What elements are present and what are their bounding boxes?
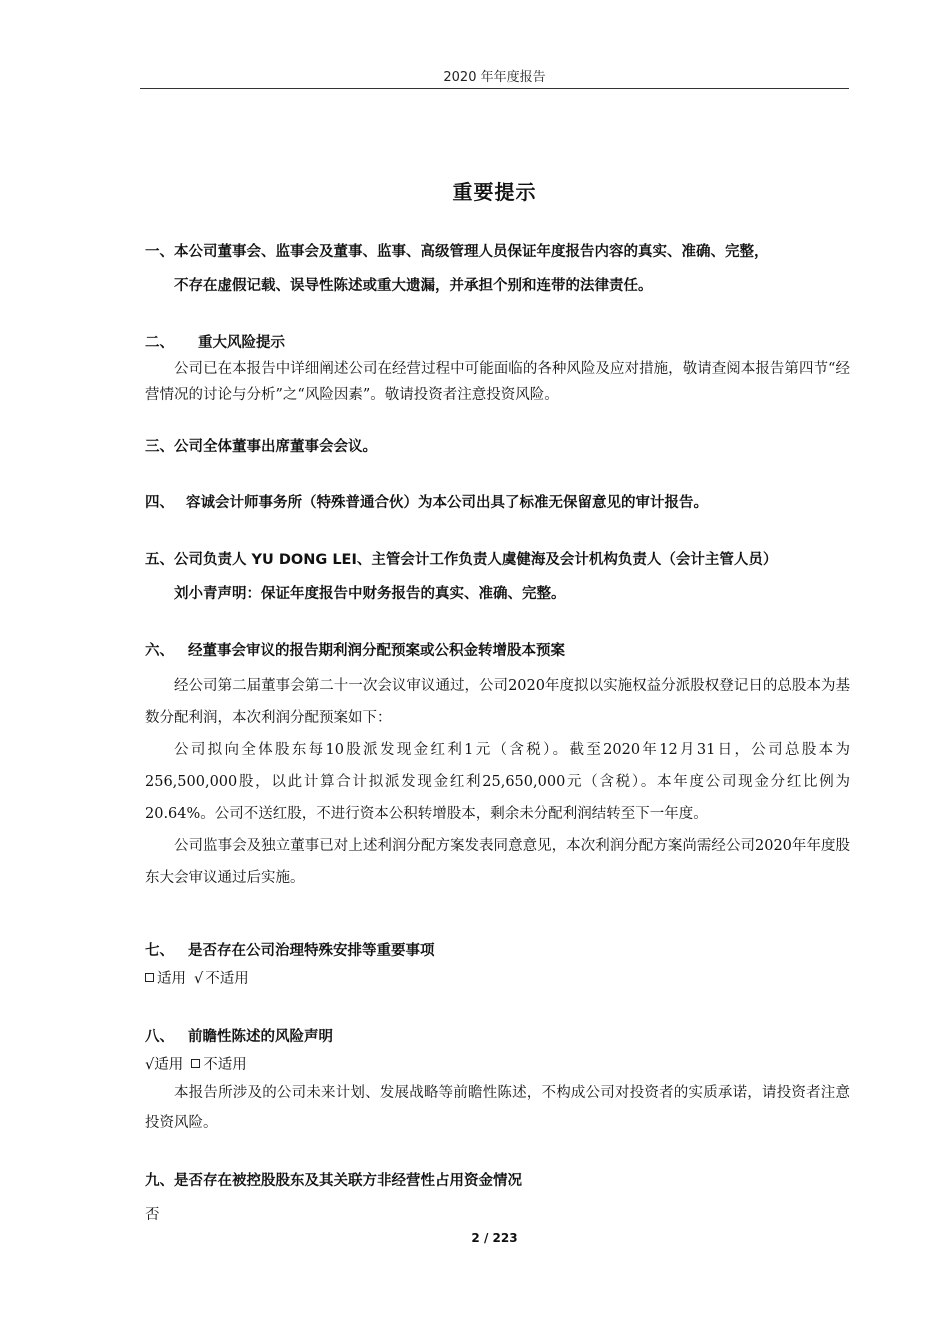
section-6-paragraph-1: 经公司第二届董事会第二十一次会议审议通过，公司2020年度拟以实施权益分派股权登记日的总股本为基数分配利润，本次利润分配预案如下： [145,678,850,726]
section-6-heading [145,638,850,664]
section-7-heading [145,938,850,964]
section-6-title: 经董事会审议的报告期利润分配预案或公积金转增股本预案 [188,643,565,659]
section-8-number: 八、 [145,1029,174,1045]
section-7-options [145,966,850,992]
section-6-number: 六、 [145,643,174,659]
section-8-title: 前瞻性陈述的风险声明 [188,1029,333,1045]
section-3-text: 三、公司全体董事出席董事会会议。 [145,439,377,455]
section-2 [145,330,850,408]
section-9 [145,1168,850,1228]
section-8 [145,1024,850,1138]
section-2-title: 重大风险提示 [198,335,285,351]
option-applicable-label: 适用 [154,1057,184,1073]
section-9-answer: 否 [145,1207,160,1223]
header-divider [140,88,849,89]
option-not-applicable-label: 不适用 [203,1057,247,1073]
section-3 [145,432,850,462]
section-1-line-1: 一、本公司董事会、监事会及董事、监事、高级管理人员保证年度报告内容的真实、准确、完整， [145,244,769,260]
section-4-text: 容诚会计师事务所（特殊普通合伙）为本公司出具了标准无保留意见的审计报告。 [186,495,708,511]
section-5-line-2: 刘小青声明：保证年度报告中财务报告的真实、准确、完整。 [174,586,566,602]
running-header: 2020 年年度报告 [443,70,546,85]
section-1-line-2: 不存在虚假记载、误导性陈述或重大遗漏，并承担个别和连带的法律责任。 [174,278,653,294]
option-applicable-label: 适用 [157,971,186,987]
section-6-paragraph-2: 公司拟向全体股东每10股派发现金红利1元（含税）。截至2020年12月31日，公司总股本为256,500,000股，以此计算合计拟派发现金红利25,650,000元（含税）。本年度公司现金分红比例为20.64%。公司不送红股，不进行资本公积转增股本，剩余未分配利润结转至下一年度。 [145,742,850,822]
section-9-heading: 九、是否存在被控股股东及其关联方非经营性占用资金情况 [145,1173,522,1189]
section-4 [145,488,850,518]
checkbox-applicable [145,973,154,982]
page-title: 重要提示 [452,180,537,204]
section-8-body: 本报告所涉及的公司未来计划、发展战略等前瞻性陈述，不构成公司对投资者的实质承诺，请投资者注意投资风险。 [145,1085,850,1131]
section-2-number: 二、 [145,335,174,351]
section-4-heading [145,488,850,518]
page-number: 2 / 223 [471,1231,518,1245]
option-not-applicable-label: 不适用 [205,971,249,987]
checkbox-not-applicable [191,1059,200,1068]
section-5-line-1: 五、公司负责人 YU DONG LEI、主管会计工作负责人虞健海及会计机构负责人（会计主管人员） [145,552,778,568]
section-1 [145,237,850,301]
checkmark-icon: √ [194,971,204,987]
section-7-number: 七、 [145,943,174,959]
section-8-options [145,1052,850,1078]
section-7 [145,938,850,992]
section-5 [145,545,850,609]
section-2-body: 公司已在本报告中详细阐述公司在经营过程中可能面临的各种风险及应对措施，敬请查阅本报告第四节“经营情况的讨论与分析”之“风险因素”。敬请投资者注意投资风险。 [145,361,850,403]
section-2-heading [145,330,850,356]
section-7-title: 是否存在公司治理特殊安排等重要事项 [188,943,435,959]
section-6-paragraph-3: 公司监事会及独立董事已对上述利润分配方案发表同意意见，本次利润分配方案尚需经公司2020年年度股东大会审议通过后实施。 [145,838,850,886]
checkmark-icon: √ [145,1057,155,1073]
section-6 [145,638,850,894]
section-8-heading [145,1024,850,1050]
section-4-number: 四、 [145,495,174,511]
